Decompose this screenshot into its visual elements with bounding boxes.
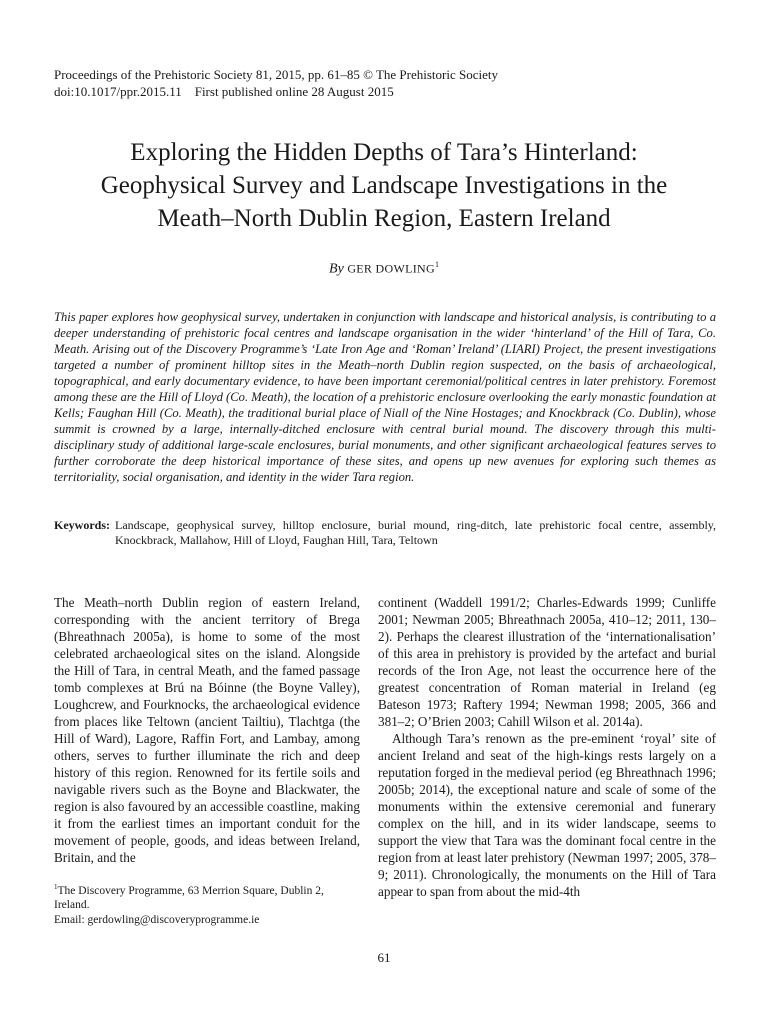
footnote-email: Email: gerdowling@discoveryprogramme.ie (54, 913, 260, 926)
keywords-label: Keywords: (54, 518, 110, 532)
byline-prefix: By (329, 261, 344, 277)
journal-header (54, 66, 714, 100)
footnote-marker: 1 (54, 883, 58, 891)
journal-citation: Proceedings of the Prehistoric Society 81, 2015, pp. 61–85 © The Prehistoric Society (54, 67, 498, 82)
body-column-right (378, 594, 716, 900)
title-line-2: Geophysical Survey and Landscape Investigations in the (100, 172, 668, 199)
body-paragraph: The Meath–north Dublin region of eastern Ireland, corresponding with the ancient territory of Brega (Bhreathnach 2005a), is home to some of the most celebrated archaeological sites on the island. Alongside the Hill of Tara, in central Meath, and the famed passage tomb complexes at Brú na Bóinne (the Boyne Valley), Loughcrew, and Fourknocks, the archaeological evidence from places like Teltown (ancient Tailtiu), Tlachtga (the Hill of Ward), Lagore, Raffin Fort, and Lambay, among others, serves to further illuminate the rich and deep history of this region. Renowned for its fertile soils and navigable rivers such as the Boyne and Blackwater, the region is also favoured by an accessible coastline, making it from the earliest times an important conduit for the movement of people, goods, and ideas between Ireland, Britain, and the (54, 595, 360, 865)
keywords (54, 518, 716, 548)
abstract: This paper explores how geophysical survey, undertaken in conjunction with landscape and historical analysis, is contributing to a deeper understanding of prehistoric focal centres and landscape organisation in the wider ‘hinterland’ of the Hill of Tara, Co. Meath. Arising out of the Discovery Programme’s ‘Late Iron Age and ‘Roman’ Ireland’ (LIARI) Project, the present investigations targeted a number of prominent hilltop sites in the Meath–north Dublin region suspected, on the basis of archaeological, topographical, and early documentary evidence, to have been important ceremonial/political centres in later prehistory. Foremost among these are the Hill of Lloyd (Co. Meath), the location of a prehistoric enclosure overlooking the early monastic foundation at Kells; Faughan Hill (Co. Meath), the traditional burial place of Niall of the Nine Hostages; and Knockbrack (Co. Dublin), whose summit is crowned by a large, internally-ditched enclosure with central burial mound. The discovery through this multi-disciplinary study of additional large-scale enclosures, burial monuments, and other significant archaeological features serves to further corroborate the deep historical importance of these sites, and opens up new avenues for exploring such themes as territoriality, social organisation, and identity in the wider Tara region. (54, 310, 716, 484)
page-number: 61 (377, 950, 391, 965)
author-footnote-marker: 1 (434, 260, 439, 269)
author-name: GER DOWLING (347, 261, 435, 276)
title-line-3: Meath–North Dublin Region, Eastern Ireland (157, 205, 611, 232)
journal-doi: doi:10.1017/ppr.2015.11 First published online 28 August 2015 (54, 84, 394, 99)
article-title (40, 136, 728, 235)
keywords-text: Landscape, geophysical survey, hilltop enclosure, burial mound, ring-ditch, late prehistoric focal centre, assembly, Knockbrack, Mallahow, Hill of Lloyd, Faughan Hill, Tara, Teltown (115, 518, 716, 547)
body-column-left (54, 594, 360, 866)
body-paragraph: continent (Waddell 1991/2; Charles-Edwards 1999; Cunliffe 2001; Newman 2005; Bhreathnach 2005a, 410–12; 2011, 130–2). Perhaps the clearest illustration of the ‘internationalisation’ of this area in prehistory is provided by the artefact and burial records of the Iron Age, not least the occurrence here of the greatest concentration of Roman material in Ireland (eg Bateson 1973; Raftery 1994; Newman 1998; 2005, 366 and 381–2; O’Brien 2003; Cahill Wilson et al. 2014a). (378, 595, 716, 729)
footnote (54, 880, 360, 927)
footnote-affiliation: The Discovery Programme, 63 Merrion Square, Dublin 2, Ireland. (54, 884, 324, 912)
body-paragraph: Although Tara’s renown as the pre-eminent ‘royal’ site of ancient Ireland and seat of the high-kings rests largely on a reputation forged in the medieval period (eg Bhreathnach 1996; 2005b; 2014), the exceptional nature and scale of some of the monuments within the extensive ceremonial and funerary complex on the hill, and in its wider landscape, seems to support the view that Tara was the dominant focal centre in the region from at least later prehistory (Newman 1997; 2005, 378–9; 2011). Chronologically, the monuments on the Hill of Tara appear to span from about the mid-4th (378, 731, 716, 899)
byline (0, 260, 768, 278)
title-line-1: Exploring the Hidden Depths of Tara’s Hinterland: (130, 139, 638, 166)
